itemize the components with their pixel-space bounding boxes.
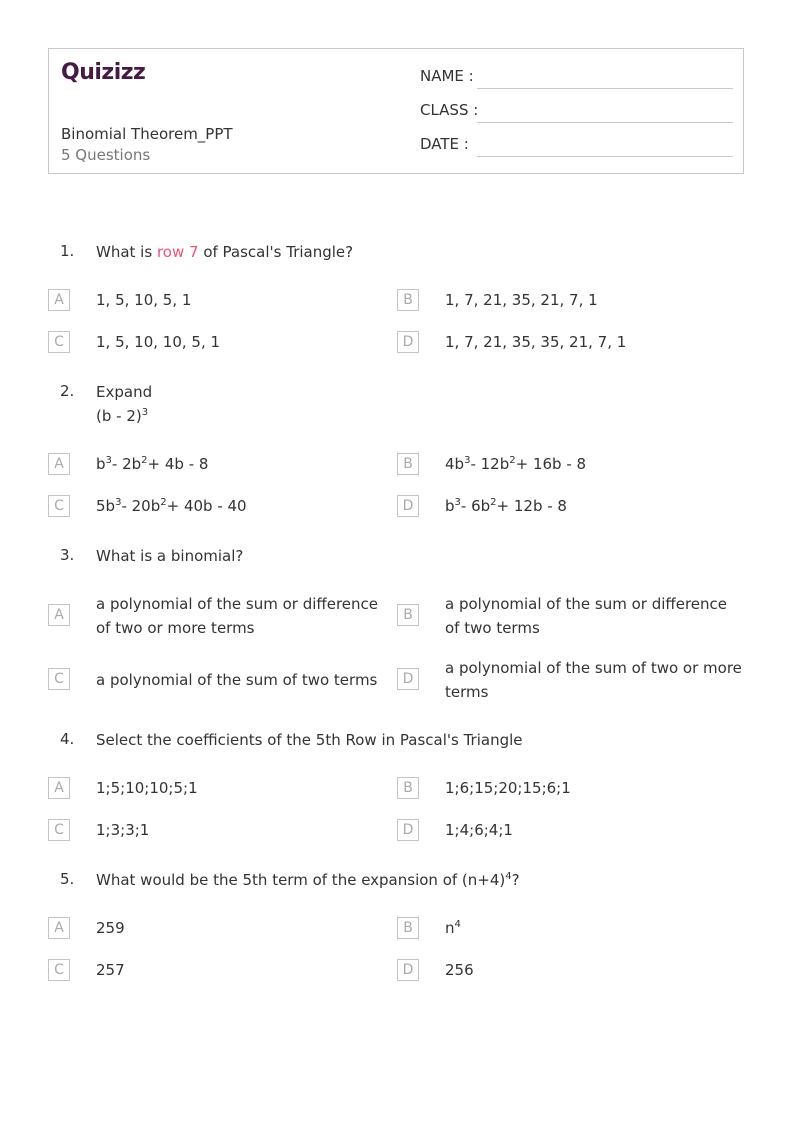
q4-option-d-text: 1;4;6;4;1 [445,821,513,839]
question-5-number: 5. [60,870,75,888]
q3-option-a-text: a polynomial of the sum or difference of two or more terms [96,595,379,637]
quizizz-logo: Quizizz [61,60,146,85]
q4-option-c-box[interactable]: C [48,819,70,841]
q2-option-a-box[interactable]: A [48,453,70,475]
question-2-base: (b - 2) [96,407,142,425]
q3-option-d-text: a polynomial of the sum of two or more terms [445,659,742,701]
q3-option-b-box[interactable]: B [397,604,419,626]
question-1-highlight: row 7 [156,243,199,261]
q1-option-a-box[interactable]: A [48,289,70,311]
worksheet-header [48,48,744,174]
question-2-line2 [96,404,152,428]
q3-option-a-box[interactable]: A [48,604,70,626]
q1-option-b-box[interactable]: B [397,289,419,311]
q5-option-d-box[interactable]: D [397,959,419,981]
question-3-number: 3. [60,546,75,564]
q4-option-d-box[interactable]: D [397,819,419,841]
q2-option-c-text: $5b^3-$ $20b^2+ 40b - 40$ [96,497,247,515]
name-field[interactable] [420,67,733,89]
q2-option-b-text: $4b^3-$ $12b^2+ 16b - 8$ [445,455,587,473]
question-2-exponent: 3 [141,407,149,418]
q3-option-c-text: a polynomial of the sum of two terms [96,671,378,689]
q2-option-d-box[interactable]: D [397,495,419,517]
q5-option-a-box[interactable]: A [48,917,70,939]
date-field[interactable] [420,135,733,157]
q4-option-b-text: 1;6;15;20;15;6;1 [445,779,571,797]
question-5-exponent: 4 [505,871,512,882]
q3-option-b-text: a polynomial of the sum or difference of two terms [445,595,728,637]
q4-option-a-text: 1;5;10;10;5;1 [96,779,198,797]
q2-option-c-box[interactable]: C [48,495,70,517]
question-5-text-before: What would be the 5th term of the expansion of (n+4) [96,871,506,889]
question-2-number: 2. [60,382,75,400]
name-line[interactable] [477,88,733,89]
question-2-text [96,380,152,428]
date-line[interactable] [477,156,733,157]
date-label: DATE : [420,135,469,153]
question-1-text [96,240,353,264]
question-1-number: 1. [60,242,75,260]
q4-option-b-box[interactable]: B [397,777,419,799]
q4-option-c-text: 1;3;3;1 [96,821,150,839]
q3-option-d-box[interactable]: D [397,668,419,690]
q2-option-b-box[interactable]: B [397,453,419,475]
q5-option-b-text: $n^4$ [445,919,461,937]
name-label: NAME : [420,67,474,85]
question-5-text-after: ? [511,871,520,889]
q2-option-d-text: $b^3-$ $6b^2+ 12b - 8$ [445,497,567,515]
worksheet-title: Binomial Theorem_PPT [61,125,233,143]
question-5-text [96,868,520,892]
q3-option-c-box[interactable]: C [48,668,70,690]
q5-option-b-box[interactable]: B [397,917,419,939]
class-label: CLASS : [420,101,479,119]
q4-option-a-box[interactable]: A [48,777,70,799]
question-count: 5 Questions [61,146,151,164]
q5-option-c-box[interactable]: C [48,959,70,981]
class-line[interactable] [477,122,733,123]
q5-option-c-text: 257 [96,961,125,979]
q2-option-a-text: $b^3-$ $2b^2+ 4b - 8$ [96,455,209,473]
question-1-text-after: of Pascal's Triangle? [198,243,354,261]
class-field[interactable] [420,101,733,123]
q5-option-d-text: 256 [445,961,474,979]
question-1-text-before: What is [96,243,157,261]
question-4-text: Select the coefficients of the 5th Row in Pascal's Triangle [96,731,523,749]
q5-option-a-text: 259 [96,919,125,937]
q1-option-c-text: 1, 5, 10, 10, 5, 1 [96,333,221,351]
question-4-number: 4. [60,730,75,748]
q1-option-d-box[interactable]: D [397,331,419,353]
question-2-line1: Expand [96,383,153,401]
q1-option-b-text: 1, 7, 21, 35, 21, 7, 1 [445,291,598,309]
q1-option-a-text: 1, 5, 10, 5, 1 [96,291,192,309]
question-3-text: What is a binomial? [96,547,244,565]
q1-option-d-text: 1, 7, 21, 35, 35, 21, 7, 1 [445,333,627,351]
q1-option-c-box[interactable]: C [48,331,70,353]
